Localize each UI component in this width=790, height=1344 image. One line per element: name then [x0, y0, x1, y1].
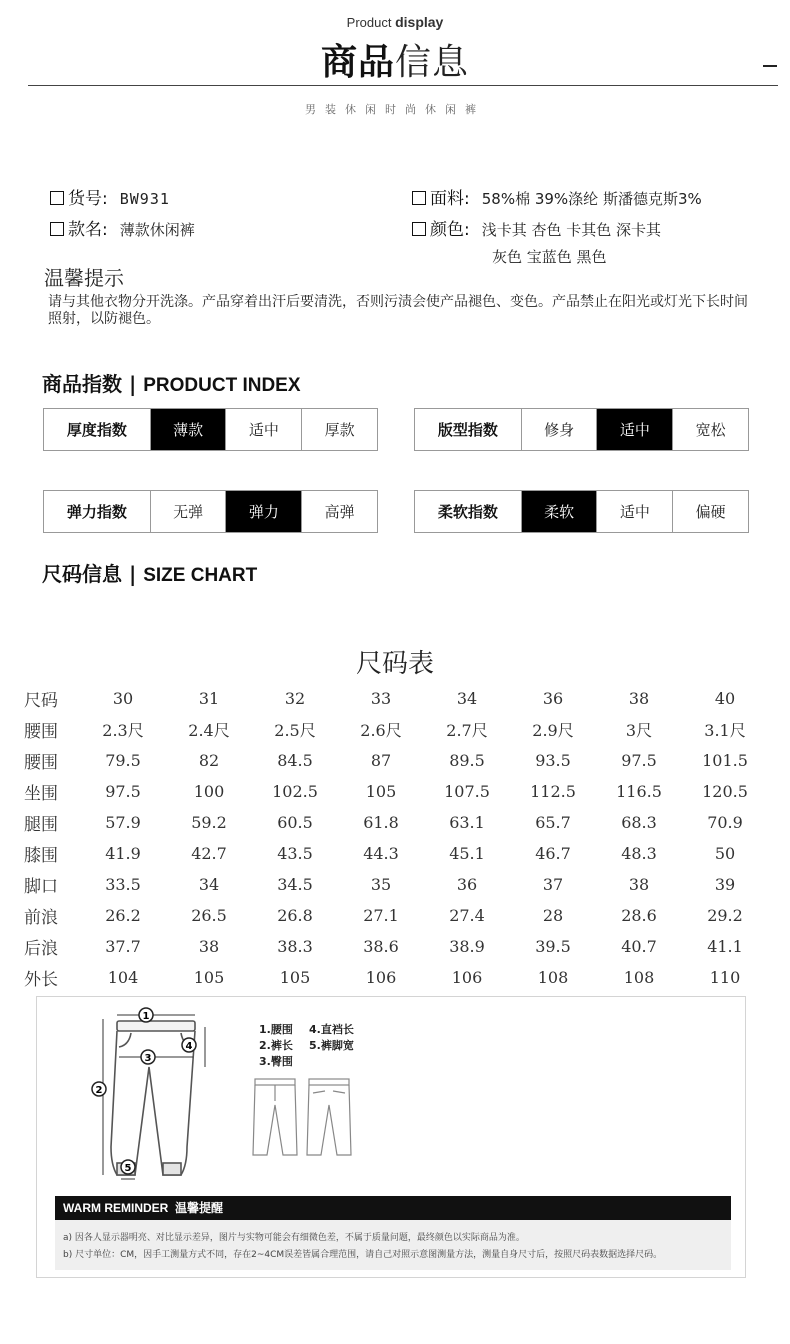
size-cell: 37.7 — [105, 937, 141, 956]
size-cell: 89.5 — [449, 751, 485, 770]
size-table-row — [24, 745, 768, 776]
marker-1-label: 1 — [142, 1011, 150, 1022]
size-table-row — [24, 776, 768, 807]
size-cell: 28.6 — [621, 906, 657, 925]
product-name-label: 款名: — [68, 220, 108, 240]
legend-1: 1.腰围 — [259, 1023, 293, 1036]
size-cell: 106 — [451, 968, 483, 987]
marker-2-label: 2 — [95, 1085, 103, 1096]
size-table-row — [24, 807, 768, 838]
size-cell: 34.5 — [277, 875, 313, 894]
softness-index-label: 柔软指数 — [437, 503, 498, 521]
size-row-label: 外长 — [24, 970, 58, 990]
size-table-row — [24, 900, 768, 931]
size-section-title-cn: 尺码信息 — [42, 562, 122, 586]
softness-option-hard: 偏硬 — [672, 491, 748, 532]
size-cell: 2.3尺 — [102, 721, 144, 740]
size-cell: 27.4 — [449, 906, 485, 925]
product-color — [412, 215, 661, 240]
checkbox-icon — [412, 191, 426, 205]
size-cell: 84.5 — [277, 751, 313, 770]
size-cell: 108 — [537, 968, 569, 987]
size-cell: 112.5 — [530, 782, 576, 801]
size-cell: 106 — [365, 968, 397, 987]
product-code — [50, 184, 170, 209]
elasticity-option-stretch: 弹力 — [225, 491, 301, 532]
warm-note-b: b) 尺寸单位：CM，因手工测量方式不同，存在2~4CM误差皆属合理范围，请自己对照示意图测量方法，测量自身尺寸后，按照尺码表数据选择尺码。 — [63, 1250, 663, 1260]
size-cell: 102.5 — [272, 782, 318, 801]
legend-5: 5.裤脚宽 — [309, 1039, 354, 1052]
size-cell: 35 — [370, 875, 392, 894]
thickness-index — [43, 408, 378, 451]
size-cell: 105 — [193, 968, 225, 987]
product-name — [50, 215, 195, 240]
size-cell: 46.7 — [535, 844, 571, 863]
size-cell: 97.5 — [105, 782, 141, 801]
thickness-option-thin: 薄款 — [150, 409, 226, 450]
size-cell: 38 — [628, 875, 650, 894]
size-row-label: 腰围 — [24, 722, 58, 742]
marker-3-label: 3 — [144, 1053, 152, 1064]
fit-index — [414, 408, 749, 451]
size-row-label: 后浪 — [24, 939, 58, 959]
size-cell: 33.5 — [105, 875, 141, 894]
pants-illustration — [37, 997, 745, 1197]
size-cell: 44.3 — [363, 844, 399, 863]
size-cell: 65.7 — [535, 813, 571, 832]
size-cell: 3尺 — [625, 721, 653, 740]
size-cell: 79.5 — [105, 751, 141, 770]
size-cell: 2.4尺 — [188, 721, 230, 740]
marker-4-label: 4 — [185, 1041, 193, 1052]
size-cell: 108 — [623, 968, 655, 987]
size-cell: 33 — [370, 689, 392, 708]
size-row-label: 脚口 — [24, 877, 58, 897]
thickness-option-medium: 适中 — [225, 409, 301, 450]
size-cell: 32 — [284, 689, 306, 708]
size-cell: 120.5 — [702, 782, 748, 801]
product-color-value-2: 灰色 宝蓝色 黑色 — [492, 248, 607, 266]
legend-4: 4.直裆长 — [309, 1023, 354, 1036]
elasticity-index — [43, 490, 378, 533]
size-cell: 36 — [456, 875, 478, 894]
size-cell: 28 — [542, 906, 564, 925]
fit-option-loose: 宽松 — [672, 409, 748, 450]
size-cell: 48.3 — [621, 844, 657, 863]
legend-2: 2.裤长 — [259, 1039, 293, 1052]
size-chart-section-title: 尺码信息 | SIZE CHART — [42, 562, 258, 586]
size-cell: 105 — [365, 782, 397, 801]
product-color-label: 颜色: — [430, 220, 470, 240]
thickness-index-label: 厚度指数 — [66, 421, 127, 439]
header-subtitle: 男装休闲时尚休闲裤 — [305, 103, 485, 116]
size-cell: 2.9尺 — [532, 721, 574, 740]
size-cell: 40.7 — [621, 937, 657, 956]
size-table-row — [24, 683, 768, 714]
size-table-row — [24, 869, 768, 900]
size-cell: 110 — [709, 968, 741, 987]
warm-reminder-title: WARM REMINDER — [63, 1201, 169, 1215]
size-row-label: 前浪 — [24, 908, 58, 928]
size-cell: 42.7 — [191, 844, 227, 863]
page-title-light: 信息 — [395, 42, 470, 83]
softness-option-soft: 柔软 — [521, 491, 597, 532]
size-cell: 38.6 — [363, 937, 399, 956]
size-cell: 104 — [107, 968, 139, 987]
warm-reminder-notes — [55, 1220, 731, 1270]
size-cell: 41.1 — [707, 937, 743, 956]
size-cell: 26.2 — [105, 906, 141, 925]
header-english-bold: display — [395, 14, 444, 30]
size-row-label: 膝围 — [24, 846, 58, 866]
size-cell: 57.9 — [105, 813, 141, 832]
size-cell: 63.1 — [449, 813, 485, 832]
product-index-title-en: PRODUCT INDEX — [143, 375, 301, 396]
size-cell: 26.5 — [191, 906, 227, 925]
size-cell: 2.6尺 — [360, 721, 402, 740]
size-cell: 39 — [714, 875, 736, 894]
size-section-title-en: SIZE CHART — [143, 565, 258, 586]
tips-body: 请与其他衣物分开洗涤。产品穿着出汗后要清洗，否则污渍会使产品褪色、变色。产品禁止在阳光或灯光下长时间照射，以防褪色。 — [48, 294, 748, 327]
size-cell: 50 — [714, 844, 736, 863]
size-table-row — [24, 962, 768, 993]
size-cell: 60.5 — [277, 813, 313, 832]
size-cell: 38.3 — [277, 937, 313, 956]
size-cell: 36 — [542, 689, 564, 708]
size-cell: 68.3 — [621, 813, 657, 832]
size-row-label: 腰围 — [24, 753, 58, 773]
size-table — [24, 683, 768, 993]
softness-option-medium: 适中 — [596, 491, 672, 532]
size-row-label: 坐围 — [24, 784, 58, 804]
header-english-light: Product — [346, 15, 392, 30]
softness-index — [414, 490, 749, 533]
product-code-value: BW931 — [119, 190, 170, 208]
size-cell: 97.5 — [621, 751, 657, 770]
product-color-value-1: 浅卡其 杏色 卡其色 深卡其 — [481, 221, 662, 239]
product-index-title: 商品指数 | PRODUCT INDEX — [42, 372, 301, 396]
page-title — [0, 34, 790, 85]
header-english — [0, 14, 790, 30]
size-cell: 59.2 — [191, 813, 227, 832]
product-code-label: 货号: — [68, 189, 108, 209]
size-cell: 41.9 — [105, 844, 141, 863]
size-cell: 100 — [193, 782, 225, 801]
size-cell: 29.2 — [707, 906, 743, 925]
checkbox-icon — [412, 222, 426, 236]
size-cell: 38 — [628, 689, 650, 708]
size-cell: 107.5 — [444, 782, 490, 801]
size-cell: 26.8 — [277, 906, 313, 925]
size-cell: 43.5 — [277, 844, 313, 863]
marker-5-label: 5 — [124, 1163, 132, 1174]
tips-title: 温馨提示 — [44, 266, 124, 290]
size-cell: 38 — [198, 937, 220, 956]
size-cell: 37 — [542, 875, 564, 894]
size-cell: 70.9 — [707, 813, 743, 832]
size-cell: 2.7尺 — [446, 721, 488, 740]
warm-reminder-title-cn: 温馨提醒 — [175, 1201, 224, 1215]
product-index-title-cn: 商品指数 — [42, 372, 122, 396]
size-cell: 34 — [198, 875, 220, 894]
size-table-row — [24, 714, 768, 745]
warm-note-a: a) 因各人显示器明亮、对比显示差异，图片与实物可能会有细微色差，不属于质量问题，最终颜色以实际商品为准。 — [63, 1233, 525, 1243]
small-pants-front — [253, 1079, 297, 1155]
elasticity-option-none: 无弹 — [150, 491, 226, 532]
size-cell: 87 — [370, 751, 392, 770]
elasticity-index-label: 弹力指数 — [66, 503, 127, 521]
page-title-bold: 商品 — [320, 42, 395, 83]
size-cell: 38.9 — [449, 937, 485, 956]
size-row-label: 尺码 — [24, 691, 58, 711]
product-fabric-label: 面料: — [430, 189, 470, 209]
size-cell: 82 — [198, 751, 220, 770]
header-dash — [763, 65, 777, 67]
product-fabric — [412, 184, 702, 209]
checkbox-icon — [50, 191, 64, 205]
fit-option-slim: 修身 — [521, 409, 597, 450]
size-row-label: 腿围 — [24, 815, 58, 835]
size-cell: 105 — [279, 968, 311, 987]
small-pants-back — [307, 1079, 351, 1155]
size-cell: 39.5 — [535, 937, 571, 956]
size-cell: 116.5 — [616, 782, 662, 801]
size-cell: 31 — [198, 689, 220, 708]
size-chart-title: 尺码表 — [355, 649, 434, 679]
product-name-value: 薄款休闲裤 — [119, 221, 195, 239]
size-cell: 40 — [714, 689, 736, 708]
size-cell: 27.1 — [363, 906, 399, 925]
elasticity-option-high: 高弹 — [301, 491, 377, 532]
legend-3: 3.臀围 — [259, 1055, 293, 1068]
size-cell: 3.1尺 — [704, 721, 746, 740]
size-table-row — [24, 838, 768, 869]
warm-reminder-bar — [55, 1196, 731, 1220]
size-cell: 30 — [112, 689, 134, 708]
size-table-row — [24, 931, 768, 962]
size-cell: 2.5尺 — [274, 721, 316, 740]
header-divider — [28, 85, 778, 86]
fit-index-label: 版型指数 — [437, 421, 498, 439]
size-cell: 101.5 — [702, 751, 748, 770]
checkbox-icon — [50, 222, 64, 236]
size-cell: 93.5 — [535, 751, 571, 770]
fit-option-regular: 适中 — [596, 409, 672, 450]
product-fabric-value: 58%棉 39%涤纶 斯潘德克斯3% — [481, 190, 702, 208]
size-cell: 34 — [456, 689, 478, 708]
size-cell: 45.1 — [449, 844, 485, 863]
thickness-option-thick: 厚款 — [301, 409, 377, 450]
size-cell: 61.8 — [363, 813, 399, 832]
